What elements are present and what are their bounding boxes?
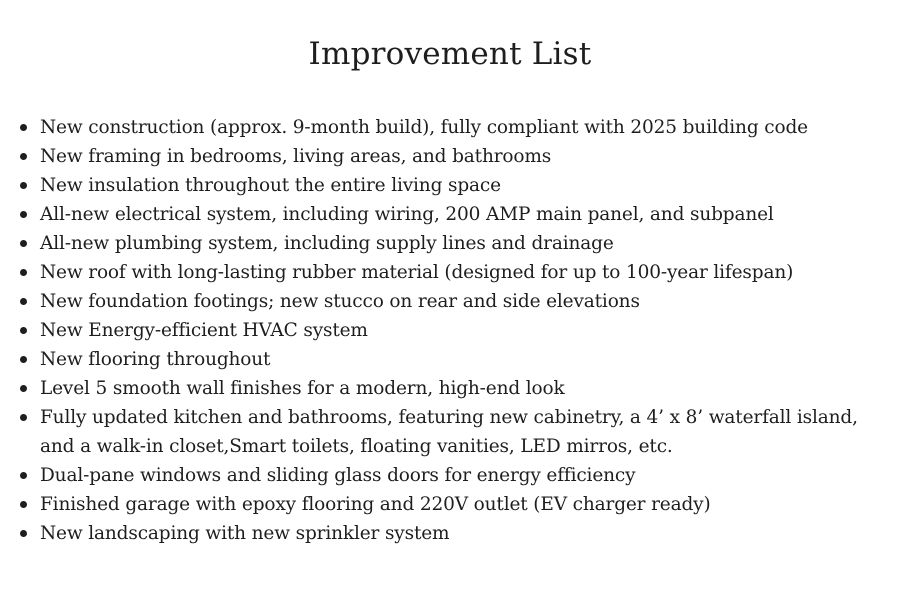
list-item-text: New construction (approx. 9-month build), fully compliant with 2025 building code	[40, 117, 808, 138]
list-item-text: New flooring throughout	[40, 349, 271, 370]
list-item-text: New landscaping with new sprinkler system	[40, 523, 450, 544]
improvement-list	[18, 113, 894, 548]
list-item	[18, 258, 894, 287]
list-item-text: New insulation throughout the entire living space	[40, 175, 501, 196]
bullet-icon	[20, 182, 27, 189]
list-item-text: New roof with long-lasting rubber material (designed for up to 100-year lifespan)	[40, 262, 794, 283]
bullet-icon	[20, 530, 27, 537]
list-item	[18, 200, 894, 229]
list-item-text: New foundation footings; new stucco on rear and side elevations	[40, 291, 640, 312]
list-item-text: All-new electrical system, including wiring, 200 AMP main panel, and subpanel	[40, 204, 774, 225]
list-item	[18, 345, 894, 374]
list-item	[18, 461, 894, 490]
list-item	[18, 490, 894, 519]
list-item	[18, 287, 894, 316]
page-title: Improvement List	[308, 36, 592, 72]
list-item-text: All-new plumbing system, including supply lines and drainage	[40, 233, 614, 254]
list-item-text: Fully updated kitchen and bathrooms, featuring new cabinetry, a 4’ x 8’ waterfall island, and a walk-in closet,Smart toilets, floating vanities, LED mirros, etc.	[40, 407, 858, 457]
bullet-icon	[20, 501, 27, 508]
list-item	[18, 519, 894, 548]
list-item	[18, 142, 894, 171]
list-item-text: Finished garage with epoxy flooring and 220V outlet (EV charger ready)	[40, 494, 711, 515]
list-item-text: Level 5 smooth wall finishes for a modern, high-end look	[40, 378, 565, 399]
list-item	[18, 374, 894, 403]
list-item	[18, 229, 894, 258]
bullet-icon	[20, 153, 27, 160]
bullet-icon	[20, 356, 27, 363]
bullet-icon	[20, 124, 27, 131]
list-item-text: Dual-pane windows and sliding glass doors for energy efficiency	[40, 465, 636, 486]
bullet-icon	[20, 269, 27, 276]
bullet-icon	[20, 414, 27, 421]
bullet-icon	[20, 385, 27, 392]
list-item	[18, 113, 894, 142]
list-item	[18, 316, 894, 345]
list-item-text: New framing in bedrooms, living areas, and bathrooms	[40, 146, 552, 167]
bullet-icon	[20, 327, 27, 334]
bullet-icon	[20, 298, 27, 305]
list-item-text: New Energy-efficient HVAC system	[40, 320, 368, 341]
bullet-icon	[20, 472, 27, 479]
list-item	[18, 171, 894, 200]
bullet-icon	[20, 211, 27, 218]
bullet-icon	[20, 240, 27, 247]
list-item	[18, 403, 894, 461]
